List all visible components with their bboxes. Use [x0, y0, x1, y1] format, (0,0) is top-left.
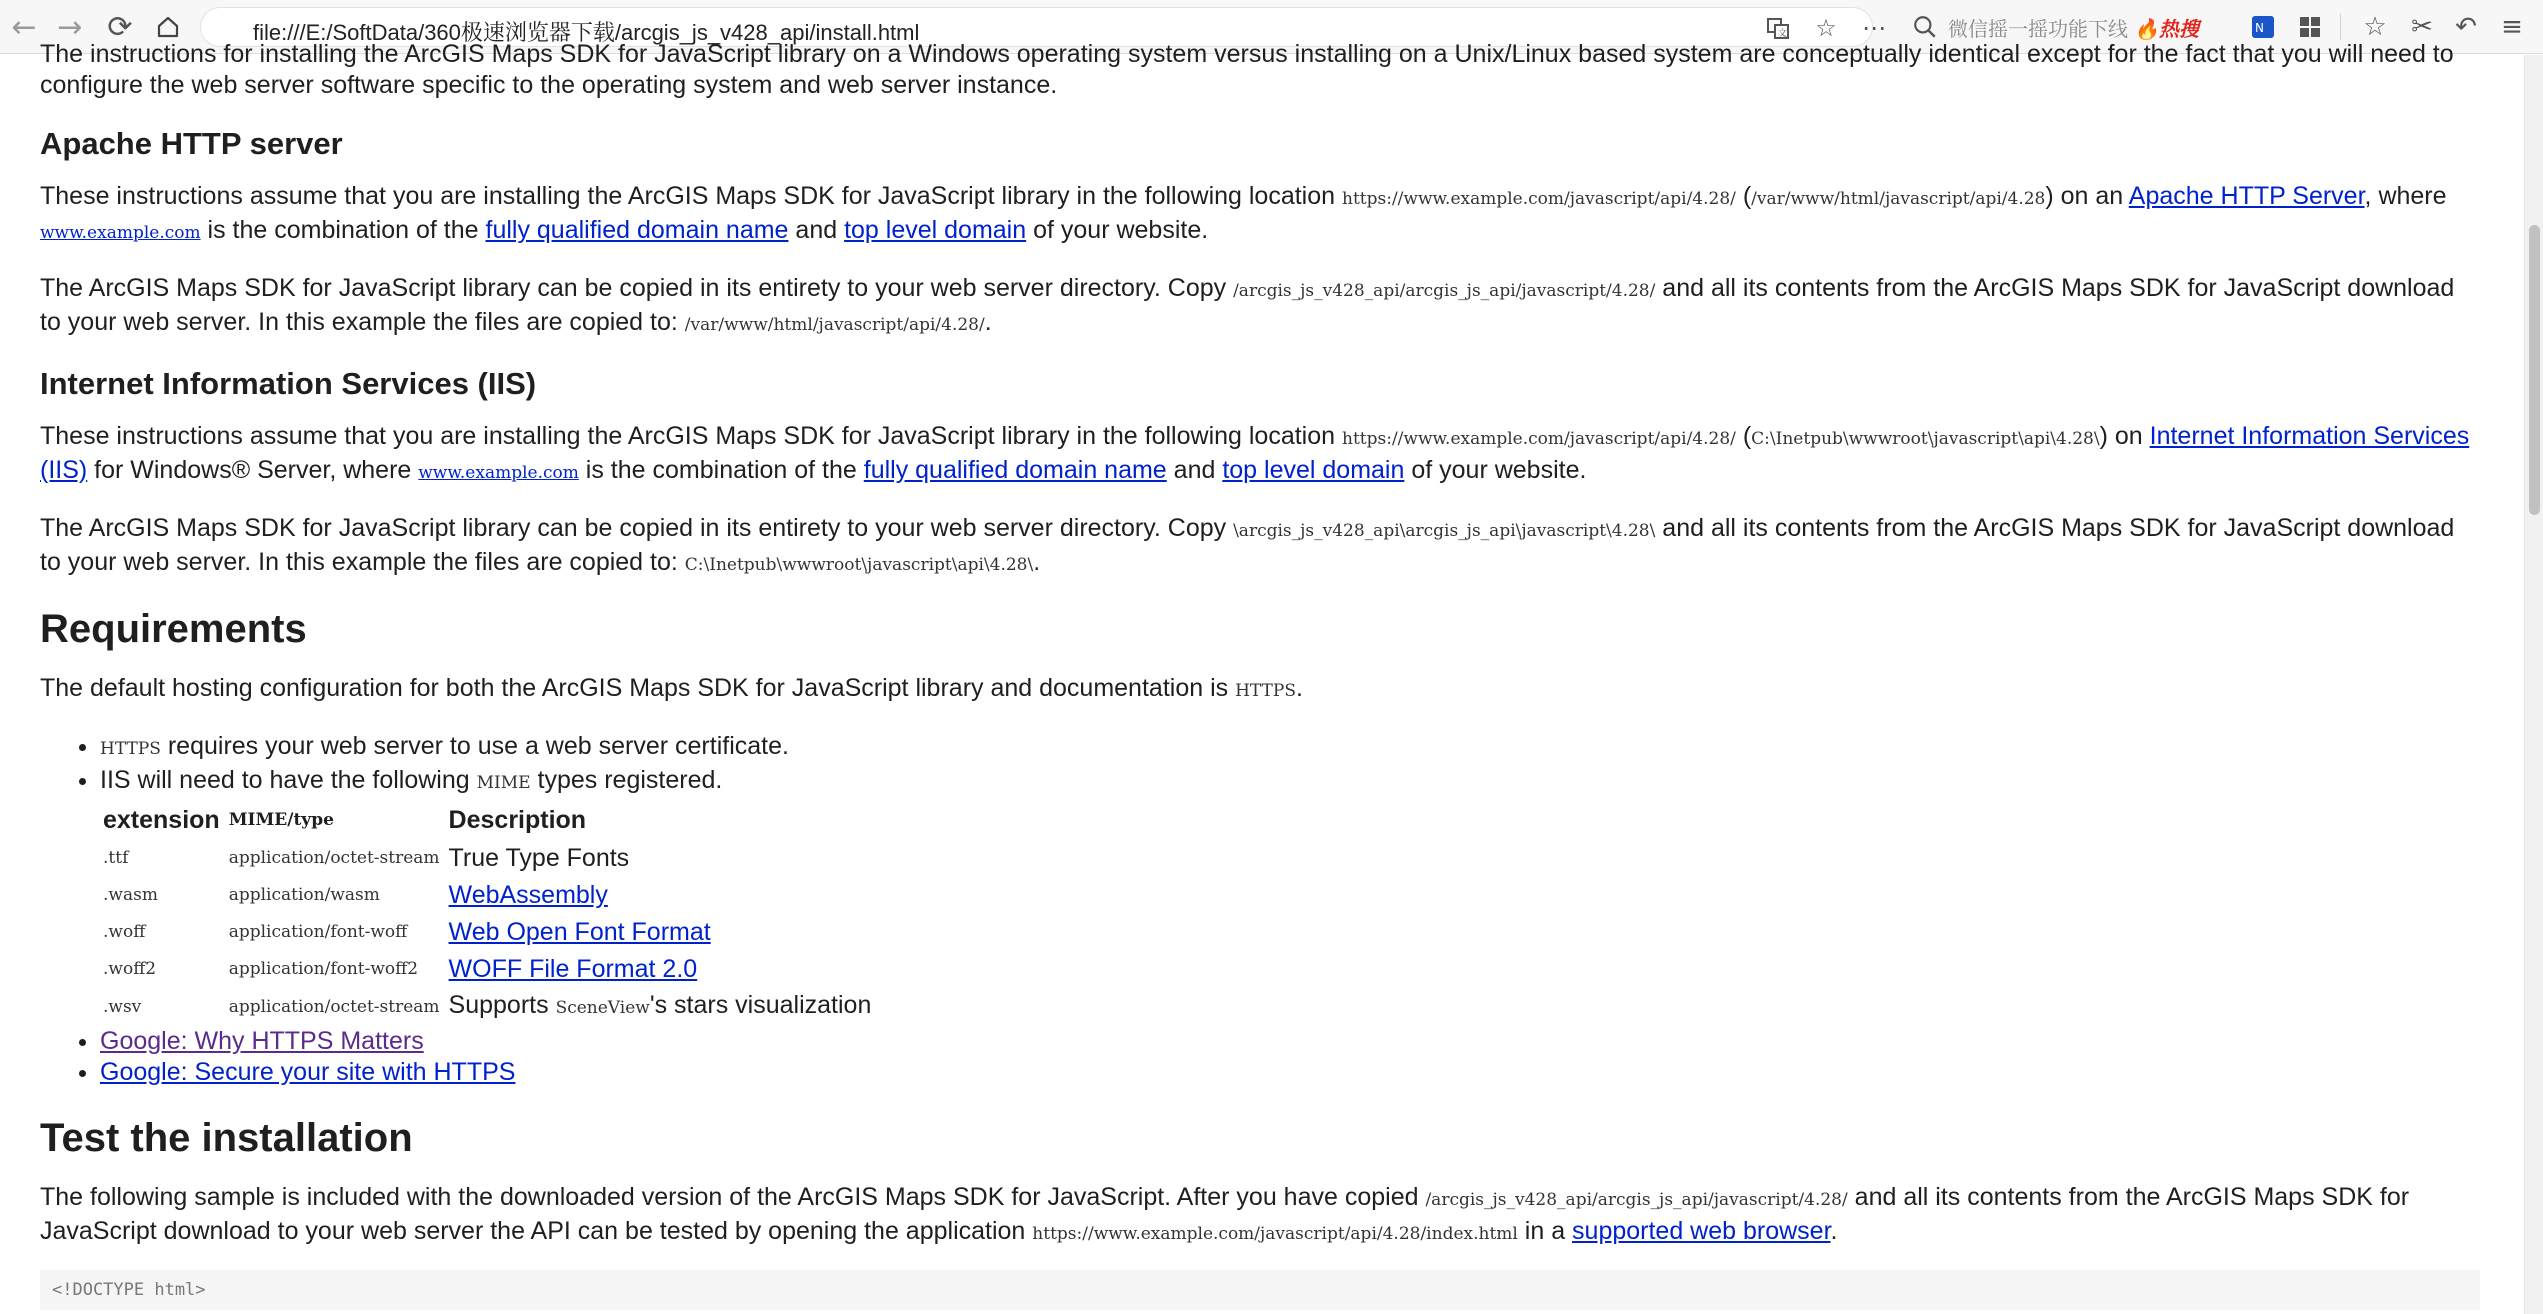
list-item — [100, 1026, 2480, 1057]
code-https: HTTPS — [100, 739, 161, 759]
url-text[interactable]: file:///E:/SoftData/360极速浏览器下载/arcgis_js_v428_api/install.html — [253, 20, 920, 45]
star-icon[interactable]: ☆ — [1815, 14, 1837, 42]
page-viewport — [0, 40, 2524, 1314]
requirements-list — [40, 731, 2480, 1088]
document-content — [40, 39, 2480, 1310]
back-icon[interactable]: ← — [11, 9, 37, 45]
list-item — [100, 765, 2480, 1026]
text: of your website. — [1404, 456, 1587, 484]
mime-cell: application/font-woff2 — [228, 959, 419, 979]
requirements-intro — [40, 673, 2480, 707]
secure-site-https-link[interactable]: Google: Secure your site with HTTPS — [100, 1058, 516, 1086]
extension-cell: .woff2 — [103, 959, 157, 979]
code-sample-block — [40, 1270, 2480, 1310]
extension-cell: .woff — [103, 922, 146, 942]
text: types registered. — [530, 766, 723, 794]
webassembly-link[interactable]: WebAssembly — [448, 881, 608, 909]
extension-cell: .wsv — [103, 996, 142, 1017]
forward-icon[interactable]: → — [57, 9, 83, 45]
text: . — [984, 308, 992, 336]
table-row — [100, 951, 877, 988]
apache-paragraph-1 — [40, 181, 2480, 249]
tld-link[interactable]: top level domain — [1222, 456, 1405, 484]
text: These instructions assume that you are installing the ArcGIS Maps SDK for JavaScript library in the following location — [40, 182, 1342, 210]
toolbar-divider — [2340, 14, 2341, 40]
code-url: https://www.example.com/javascript/api/4.28/ — [1342, 189, 1736, 209]
description-cell: True Type Fonts — [448, 844, 630, 872]
list-item — [100, 1057, 2480, 1088]
iis-paragraph-2 — [40, 513, 2480, 581]
text: 's stars visualization — [649, 991, 872, 1019]
scrollbar-thumb[interactable] — [2529, 225, 2540, 515]
apache-paragraph-2 — [40, 273, 2480, 341]
code-path: /var/www/html/javascript/api/4.28/ — [684, 315, 985, 335]
text: The ArcGIS Maps SDK for JavaScript library can be copied in its entirety to your web server directory. Copy — [40, 514, 1234, 542]
table-row — [100, 840, 877, 877]
code-line: <!DOCTYPE html> — [52, 1280, 206, 1300]
example-com-link[interactable]: www.example.com — [40, 223, 201, 243]
hot-search-badge[interactable]: 🔥热搜 — [2134, 18, 2199, 41]
table-row — [100, 914, 877, 951]
code-path: /arcgis_js_v428_api/arcgis_js_api/javascript/4.28/ — [1233, 281, 1656, 301]
column-header: Description — [448, 806, 587, 834]
table-row — [100, 988, 877, 1026]
text: for Windows® Server, where — [87, 456, 419, 484]
text: . — [1830, 1217, 1838, 1245]
extension-cell: .wasm — [103, 885, 158, 905]
table-header-row — [100, 801, 877, 840]
column-header: MIME/type — [228, 810, 334, 830]
fqdn-link[interactable]: fully qualified domain name — [485, 216, 789, 244]
table-row — [100, 877, 877, 914]
tld-link[interactable]: top level domain — [844, 216, 1027, 244]
description-cell — [446, 877, 878, 914]
reload-icon[interactable]: ⟳ — [107, 9, 133, 45]
fqdn-link[interactable]: fully qualified domain name — [863, 456, 1167, 484]
text: Supports — [448, 991, 556, 1019]
column-header: extension — [103, 806, 220, 834]
code-path: /arcgis_js_v428_api/arcgis_js_api/javascript/4.28/ — [1425, 1190, 1848, 1210]
test-paragraph — [40, 1182, 2480, 1250]
code-https: HTTPS — [1235, 681, 1296, 701]
text: and all its contents from the ArcGIS Maps SDK for JavaScript download to your web server the API can be tested by opening the application — [40, 1183, 2410, 1245]
code-mime: MIME — [476, 773, 531, 793]
text: in a — [1517, 1217, 1573, 1245]
code-path: C:\Inetpub\wwwroot\javascript\api\4.28\ — [1751, 429, 2100, 449]
code-path: /var/www/html/javascript/api/4.28 — [1751, 189, 2046, 209]
iis-paragraph-1 — [40, 421, 2480, 489]
code-path: C:\Inetpub\wwwroot\javascript\api\4.28\ — [684, 555, 1034, 575]
text: ( — [1735, 422, 1752, 450]
text: is the combination of the — [578, 456, 864, 484]
requirements-heading: Requirements — [40, 607, 307, 651]
text: The following sample is included with the downloaded version of the ArcGIS Maps SDK for JavaScript. After you have copied — [40, 1183, 1426, 1211]
mime-types-table — [100, 801, 877, 1026]
iis-heading: Internet Information Services (IIS) — [40, 366, 537, 401]
text: IIS will need to have the following — [100, 766, 477, 794]
text: and all its contents from the ArcGIS Maps SDK for JavaScript download to your web server. In this example the files are copied to: — [40, 514, 2455, 576]
svg-text:N: N — [2255, 21, 2264, 35]
text: and — [1166, 456, 1223, 484]
web-open-font-format-link[interactable]: Web Open Font Format — [448, 918, 711, 946]
description-cell — [446, 914, 878, 951]
text: The ArcGIS Maps SDK for JavaScript library can be copied in its entirety to your web server directory. Copy — [40, 274, 1234, 302]
text: The default hosting configuration for both the ArcGIS Maps SDK for JavaScript library and documentation is — [40, 674, 1236, 702]
mime-cell: application/octet-stream — [228, 848, 440, 868]
code-url: https://www.example.com/javascript/api/4.28/index.html — [1032, 1224, 1518, 1244]
menu-icon[interactable]: ≡ — [2501, 12, 2523, 42]
text: , where — [2364, 182, 2447, 210]
code-path: \arcgis_js_v428_api\arcgis_js_api\javascript\4.28\ — [1233, 521, 1656, 541]
favorites-list-icon[interactable]: ☆ — [2363, 12, 2387, 42]
search-icon — [1912, 14, 1938, 40]
text: . — [1295, 674, 1303, 702]
supported-browser-link[interactable]: supported web browser — [1572, 1217, 1831, 1245]
translate-icon[interactable] — [1763, 14, 1793, 42]
text: and all its contents from the ArcGIS Maps SDK for JavaScript download to your web server. In this example the files are copied to: — [40, 274, 2455, 336]
search-placeholder: 微信摇一摇功能下线 — [1948, 18, 2128, 41]
example-com-link[interactable]: www.example.com — [418, 463, 579, 483]
code-sceneview: SceneView — [555, 998, 650, 1018]
screenshot-scissors-icon[interactable]: ✂ — [2411, 12, 2433, 42]
text: ) on — [2099, 422, 2150, 450]
list-item — [100, 731, 2480, 765]
description-cell — [446, 951, 878, 988]
code-url: https://www.example.com/javascript/api/4.28/ — [1342, 429, 1736, 449]
why-https-matters-link[interactable]: Google: Why HTTPS Matters — [100, 1027, 424, 1055]
iis-link[interactable]: Internet Information Services (IIS) — [40, 422, 2470, 484]
test-installation-heading: Test the installation — [40, 1116, 413, 1160]
text: and — [788, 216, 845, 244]
text: of your website. — [1026, 216, 1209, 244]
extension-cell: .ttf — [103, 848, 129, 868]
text: ) on an — [2045, 182, 2129, 210]
intro-paragraph: The instructions for installing the ArcGIS Maps SDK for JavaScript library on a Windows operating system versus installing on a Unix/Linux based system are conceptually identical except for the fact that you will need to configure the web server software specific to the operating system and web server instance. — [40, 40, 2454, 99]
apache-http-server-link[interactable]: Apache HTTP Server — [2128, 182, 2365, 210]
description-cell — [446, 988, 878, 1026]
woff2-link[interactable]: WOFF File Format 2.0 — [448, 955, 698, 983]
svg-text:文: 文 — [1778, 29, 1788, 39]
text: . — [1033, 548, 1041, 576]
mime-cell: application/octet-stream — [228, 996, 440, 1017]
mime-cell: application/wasm — [228, 885, 380, 905]
undo-close-tab-icon[interactable]: ↶ — [2455, 12, 2477, 42]
text: These instructions assume that you are installing the ArcGIS Maps SDK for JavaScript library in the following location — [40, 422, 1342, 450]
text: requires your web server to use a web server certificate. — [160, 732, 789, 760]
text: is the combination of the — [200, 216, 486, 244]
text: ( — [1735, 182, 1752, 210]
apache-heading: Apache HTTP server — [40, 126, 343, 161]
mime-cell: application/font-woff — [228, 922, 408, 942]
vertical-scrollbar[interactable] — [2524, 55, 2543, 1314]
more-icon[interactable]: ⋯ — [1862, 14, 1886, 42]
